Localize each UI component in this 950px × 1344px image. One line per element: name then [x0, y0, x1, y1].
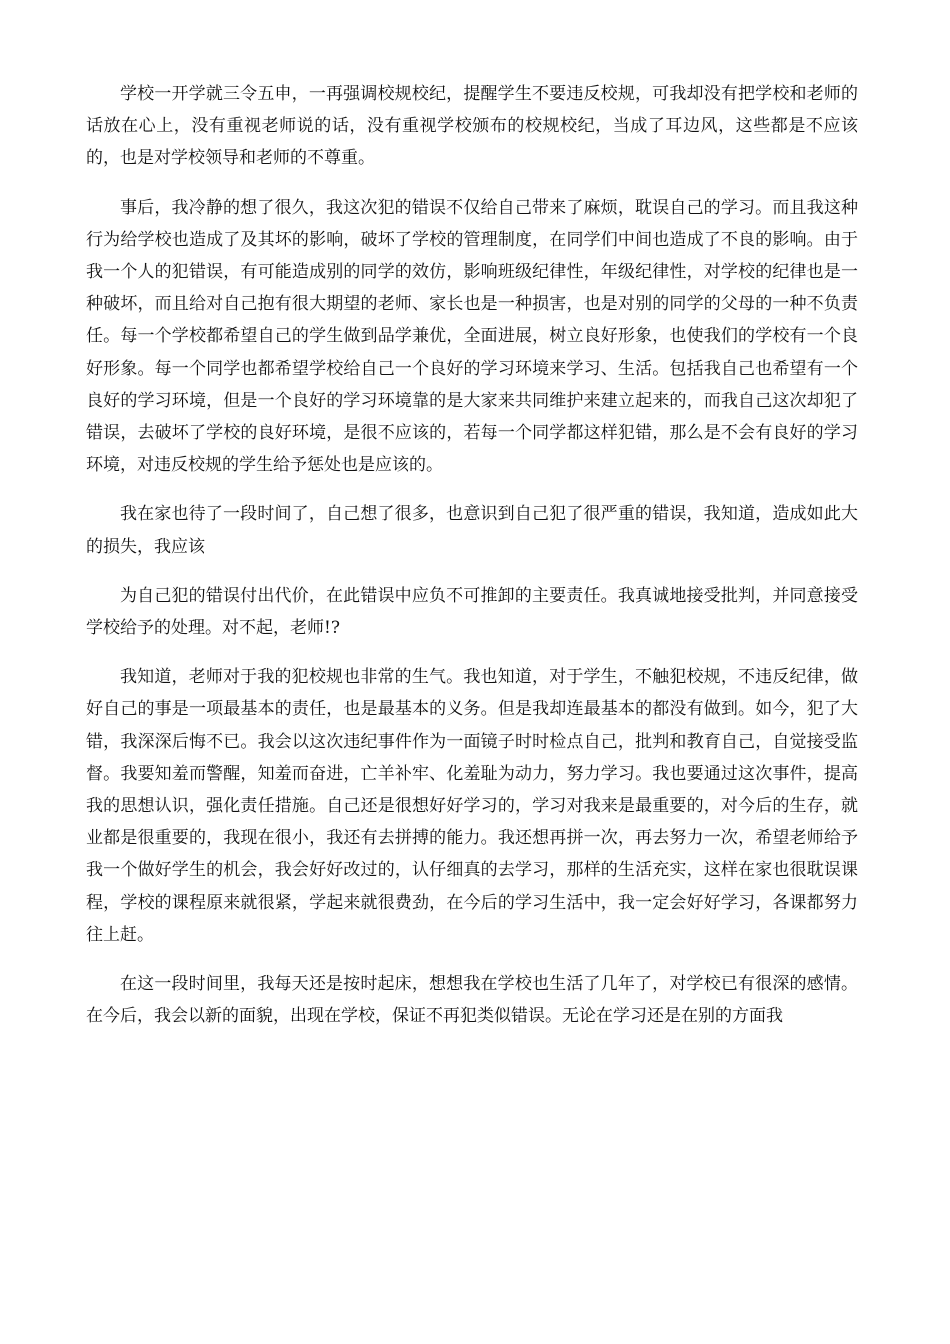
paragraph-1: 学校一开学就三令五申，一再强调校规校纪，提醒学生不要违反校规，可我却没有把学校和老师的话放在心上，没有重视老师说的话，没有重视学校颁布的校规校纪，当成了耳边风，这些都是不应该的，也是对学校领导和老师的不尊重。: [86, 84, 858, 169]
paragraph-5: 我知道，老师对于我的犯校规也非常的生气。我也知道，对于学生，不触犯校规，不违反纪律，做好自己的事是一项最基本的责任，也是最基本的义务。但是我却连最基本的都没有做到。如今，犯了大错，我深深后悔不已。我会以这次违纪事件作为一面镜子时时检点自己，批判和教育自己，自觉接受监督。我要知羞而警醒，知羞而奋进，亡羊补牢、化羞耻为动力，努力学习。我也要通过这次事件，提高我的思想认识，强化责任措施。自己还是很想好好学习的，学习对我来是最重要的，对今后的生存，就业都是很重要的，我现在很小，我还有去拼搏的能力。我还想再拼一次，再去努力一次，希望老师给予我一个做好学生的机会，我会好好改过的，认仔细真的去学习，那样的生活充实，这样在家也很耽误课程，学校的课程原来就很紧，学起来就很费劲，在今后的学习生活中，我一定会好好学习，各课都努力往上赶。: [86, 667, 858, 945]
paragraph-6: 在这一段时间里，我每天还是按时起床，想想我在学校也生活了几年了，对学校已有很深的感情。在今后，我会以新的面貌，出现在学校，保证不再犯类似错误。无论在学习还是在别的方面我: [86, 974, 858, 1027]
paragraph-3: 我在家也待了一段时间了，自己想了很多，也意识到自己犯了很严重的错误，我知道，造成如此大的损失，我应该: [86, 504, 858, 557]
paragraph-2: 事后，我冷静的想了很久，我这次犯的错误不仅给自己带来了麻烦，耽误自己的学习。而且我这种行为给学校也造成了及其坏的影响，破坏了学校的管理制度，在同学们中间也造成了不良的影响。由于我一个人的犯错误，有可能造成别的同学的效仿，影响班级纪律性，年级纪律性，对学校的纪律也是一种破坏，而且给对自己抱有很大期望的老师、家长也是一种损害，也是对别的同学的父母的一种不负责任。每一个学校都希望自己的学生做到品学兼优，全面进展，树立良好形象，也使我们的学校有一个良好形象。每一个同学也都希望学校给自己一个良好的学习环境来学习、生活。包括我自己也希望有一个良好的学习环境，但是一个良好的学习环境靠的是大家来共同维护来建立起来的，而我自己这次却犯了错误，去破坏了学校的良好环境，是很不应该的，若每一个同学都这样犯错，那么是不会有良好的学习环境，对违反校规的学生给予惩处也是应该的。: [86, 197, 858, 476]
paragraph-4: 为自己犯的错误付出代价，在此错误中应负不可推卸的主要责任。我真诚地接受批判，并同意接受学校给予的处理。对不起，老师!?: [86, 585, 858, 639]
document-body: [86, 78, 858, 1049]
